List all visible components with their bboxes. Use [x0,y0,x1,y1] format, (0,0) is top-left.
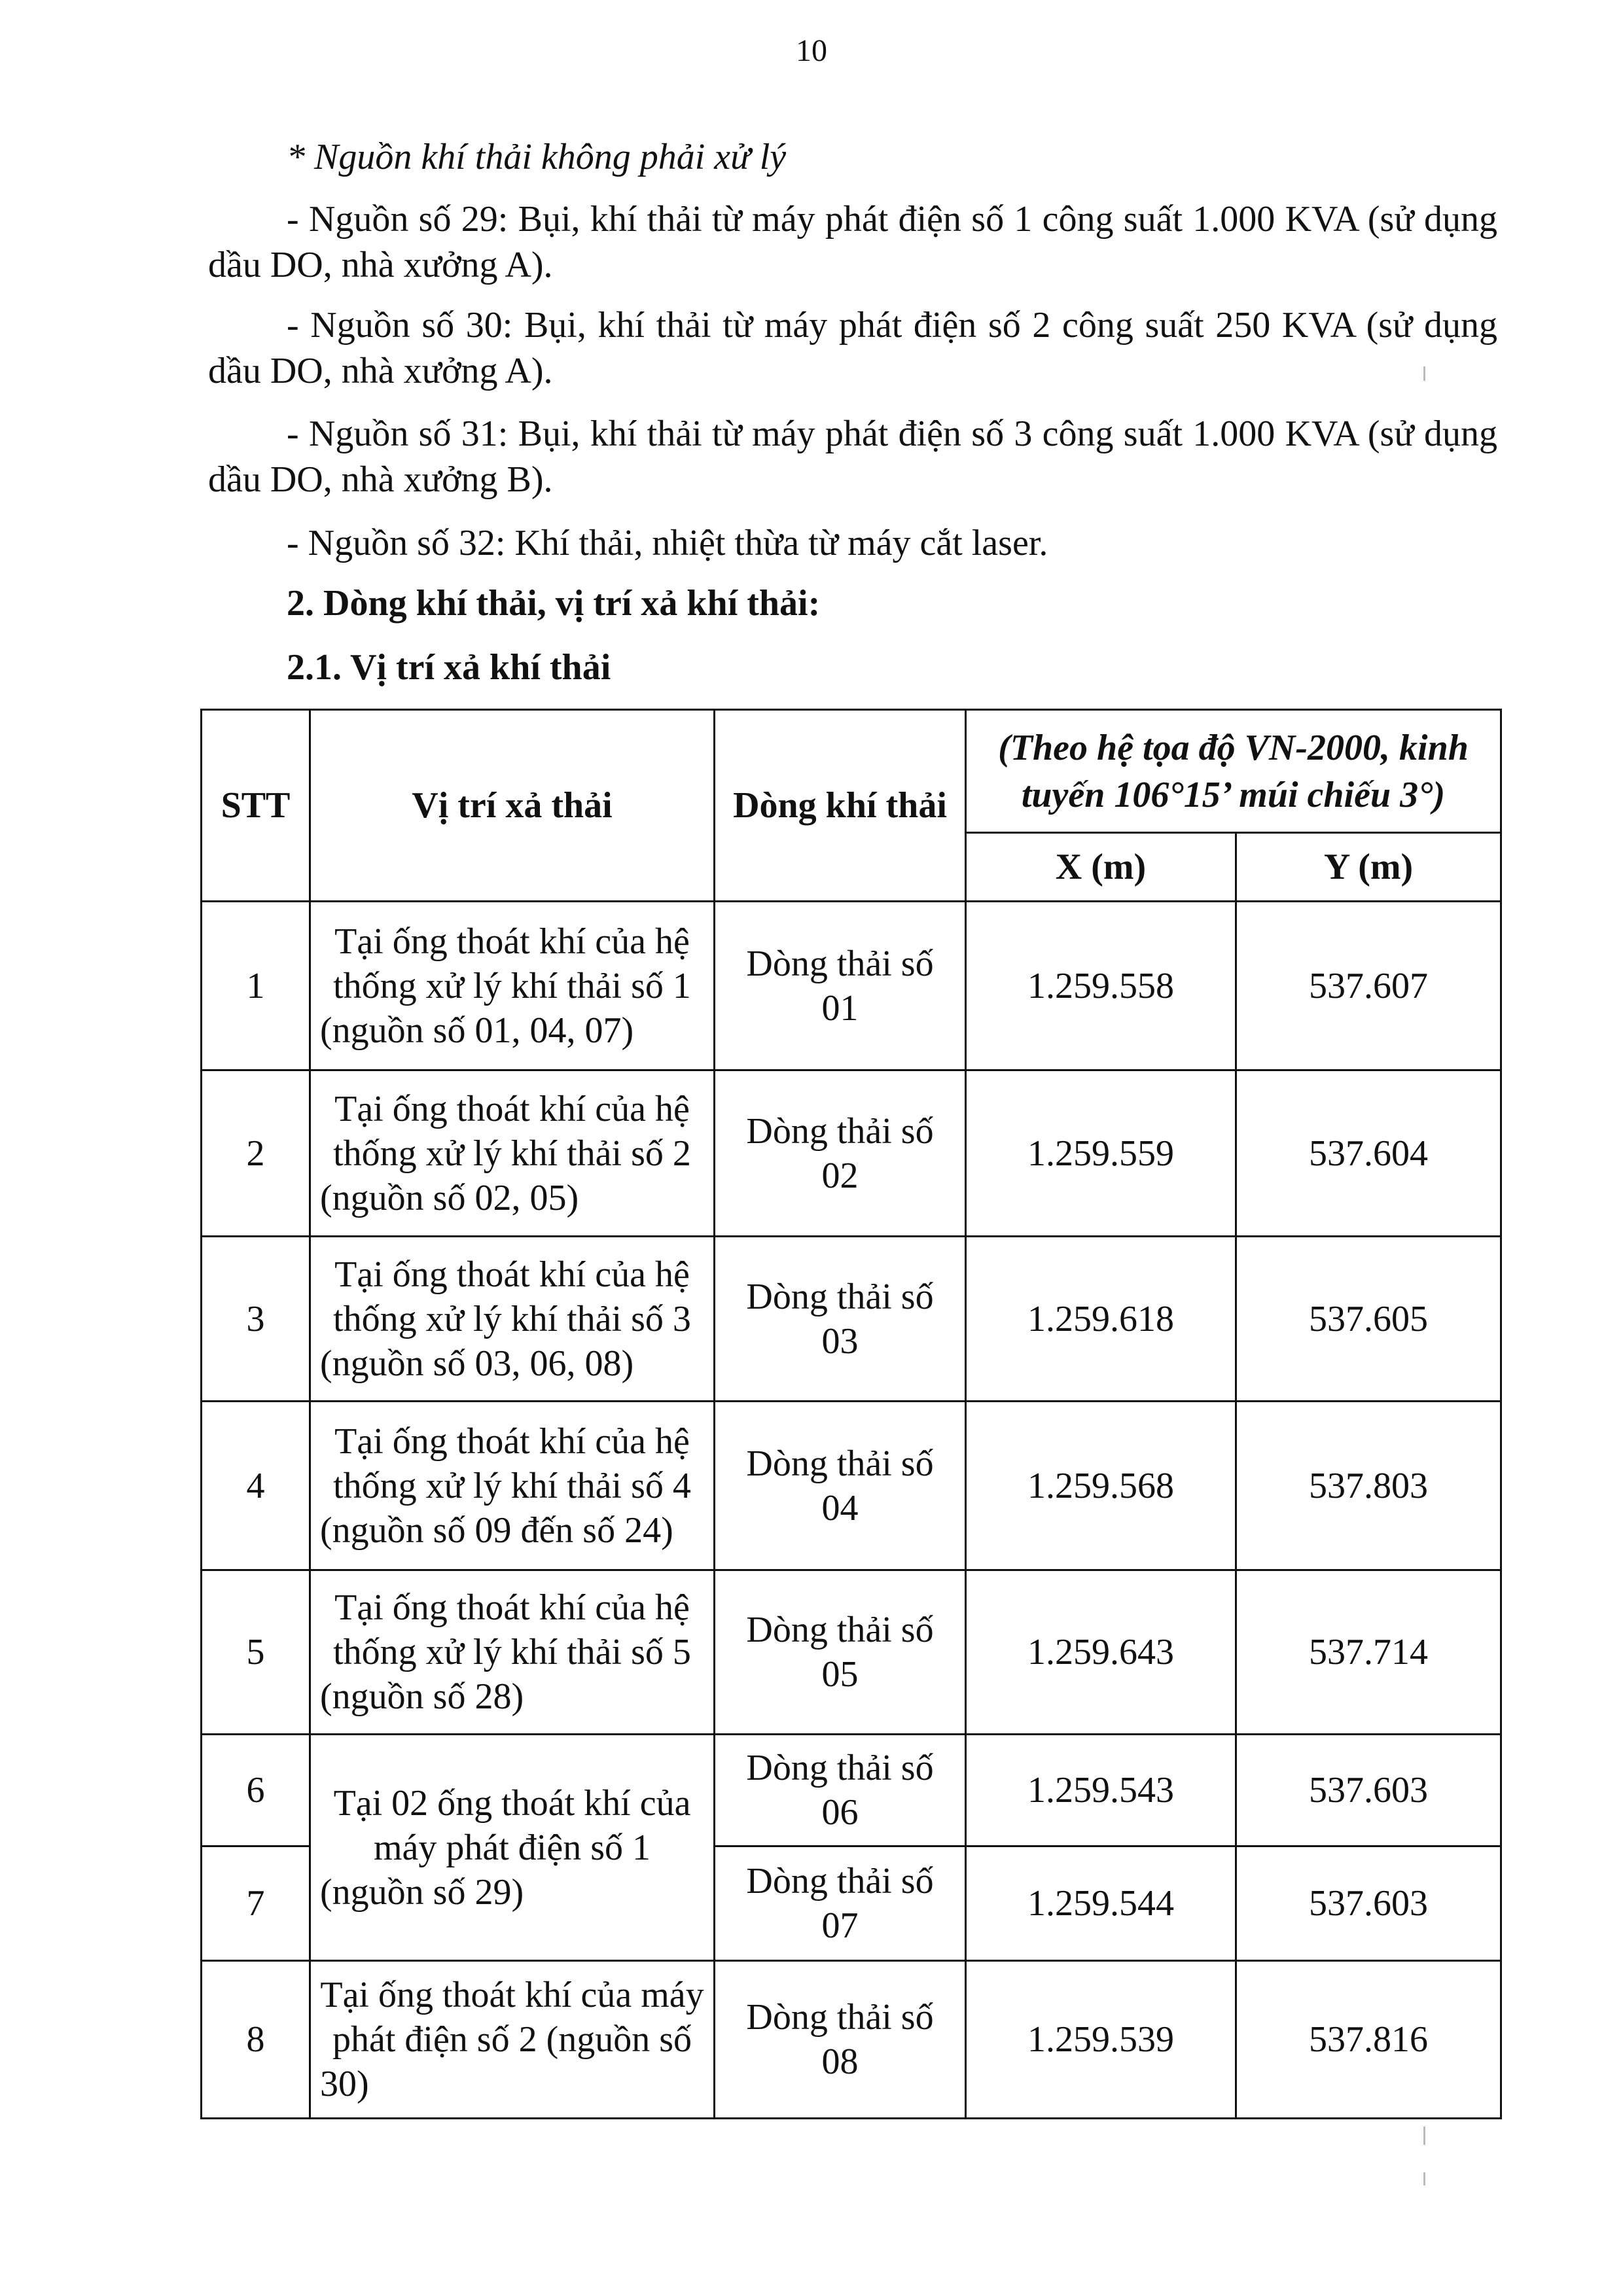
table-row [202,1570,1501,1735]
header-y: Y (m) [1236,833,1501,902]
table-row [202,1961,1501,2119]
header-x: X (m) [966,833,1236,902]
cell-location: Tại ống thoát khí của hệ thống xử lý khí thải số 5 (nguồn số 28) [310,1570,715,1735]
cell-y: 537.603 [1236,1846,1501,1961]
scan-artifact [1423,2127,1425,2145]
cell-y: 537.603 [1236,1735,1501,1846]
header-coordinate-system: (Theo hệ tọa độ VN-2000, kinh tuyến 106°15’ múi chiếu 3°) [966,710,1501,833]
scan-artifact [1423,2172,1425,2185]
cell-x: 1.259.544 [966,1846,1236,1961]
heading-2: 2. Dòng khí thải, vị trí xả khí thải: [287,583,821,624]
table-row [202,1070,1501,1237]
source-32-text: - Nguồn số 32: Khí thải, nhiệt thừa từ máy cắt laser. [287,523,1048,563]
cell-y: 537.605 [1236,1237,1501,1402]
cell-location: Tại ống thoát khí của hệ thống xử lý khí thải số 4 (nguồn số 09 đến số 24) [310,1402,715,1570]
cell-x: 1.259.568 [966,1402,1236,1570]
emission-location-table [200,709,1502,2119]
cell-x: 1.259.543 [966,1735,1236,1846]
cell-x: 1.259.539 [966,1961,1236,2119]
cell-stt: 8 [202,1961,310,2119]
cell-stt: 6 [202,1735,310,1846]
header-stt: STT [202,710,310,902]
cell-stream: Dòng thải số 07 [715,1846,966,1961]
cell-stream: Dòng thải số 04 [715,1402,966,1570]
cell-stream: Dòng thải số 06 [715,1735,966,1846]
source-31 [208,411,1497,503]
header-stream: Dòng khí thải [715,710,966,902]
table-header-row [202,710,1501,833]
table-row [202,902,1501,1070]
cell-x: 1.259.643 [966,1570,1236,1735]
source-29-text: - Nguồn số 29: Bụi, khí thải từ máy phát điện số 1 công suất 1.000 KVA (sử dụng dầu DO, nhà xưởng A). [208,199,1497,285]
cell-stream: Dòng thải số 03 [715,1237,966,1402]
cell-stt: 1 [202,902,310,1070]
table-row [202,1735,1501,1846]
cell-stream: Dòng thải số 05 [715,1570,966,1735]
cell-y: 537.803 [1236,1402,1501,1570]
cell-stt: 5 [202,1570,310,1735]
cell-stt: 2 [202,1070,310,1237]
cell-y: 537.607 [1236,902,1501,1070]
header-location: Vị trí xả thải [310,710,715,902]
section-note [208,134,1497,180]
cell-location: Tại ống thoát khí của hệ thống xử lý khí thải số 3 (nguồn số 03, 06, 08) [310,1237,715,1402]
cell-y: 537.816 [1236,1961,1501,2119]
source-29 [208,196,1497,288]
table-row [202,1237,1501,1402]
cell-x: 1.259.558 [966,902,1236,1070]
scan-artifact [1423,366,1425,381]
source-30-text: - Nguồn số 30: Bụi, khí thải từ máy phát điện số 2 công suất 250 KVA (sử dụng dầu DO, nhà xưởng A). [208,305,1497,391]
source-30 [208,302,1497,394]
heading-2-1: 2.1. Vị trí xả khí thải [287,647,611,688]
cell-y: 537.604 [1236,1070,1501,1237]
cell-x: 1.259.618 [966,1237,1236,1402]
source-31-text: - Nguồn số 31: Bụi, khí thải từ máy phát điện số 3 công suất 1.000 KVA (sử dụng dầu DO, nhà xưởng B). [208,414,1497,500]
cell-stt: 7 [202,1846,310,1961]
cell-stt: 4 [202,1402,310,1570]
cell-location: Tại ống thoát khí của hệ thống xử lý khí thải số 2 (nguồn số 02, 05) [310,1070,715,1237]
page-number: 10 [796,33,827,68]
cell-location-merged: Tại 02 ống thoát khí của máy phát điện số 1 (nguồn số 29) [310,1735,715,1961]
cell-x: 1.259.559 [966,1070,1236,1237]
cell-stt: 3 [202,1237,310,1402]
table-row [202,1402,1501,1570]
cell-location: Tại ống thoát khí của hệ thống xử lý khí thải số 1 (nguồn số 01, 04, 07) [310,902,715,1070]
cell-y: 537.714 [1236,1570,1501,1735]
cell-stream: Dòng thải số 02 [715,1070,966,1237]
source-32 [208,520,1497,566]
cell-stream: Dòng thải số 08 [715,1961,966,2119]
cell-location: Tại ống thoát khí của máy phát điện số 2 (nguồn số 30) [310,1961,715,2119]
cell-stream: Dòng thải số 01 [715,902,966,1070]
section-note-text: * Nguồn khí thải không phải xử lý [287,137,787,177]
